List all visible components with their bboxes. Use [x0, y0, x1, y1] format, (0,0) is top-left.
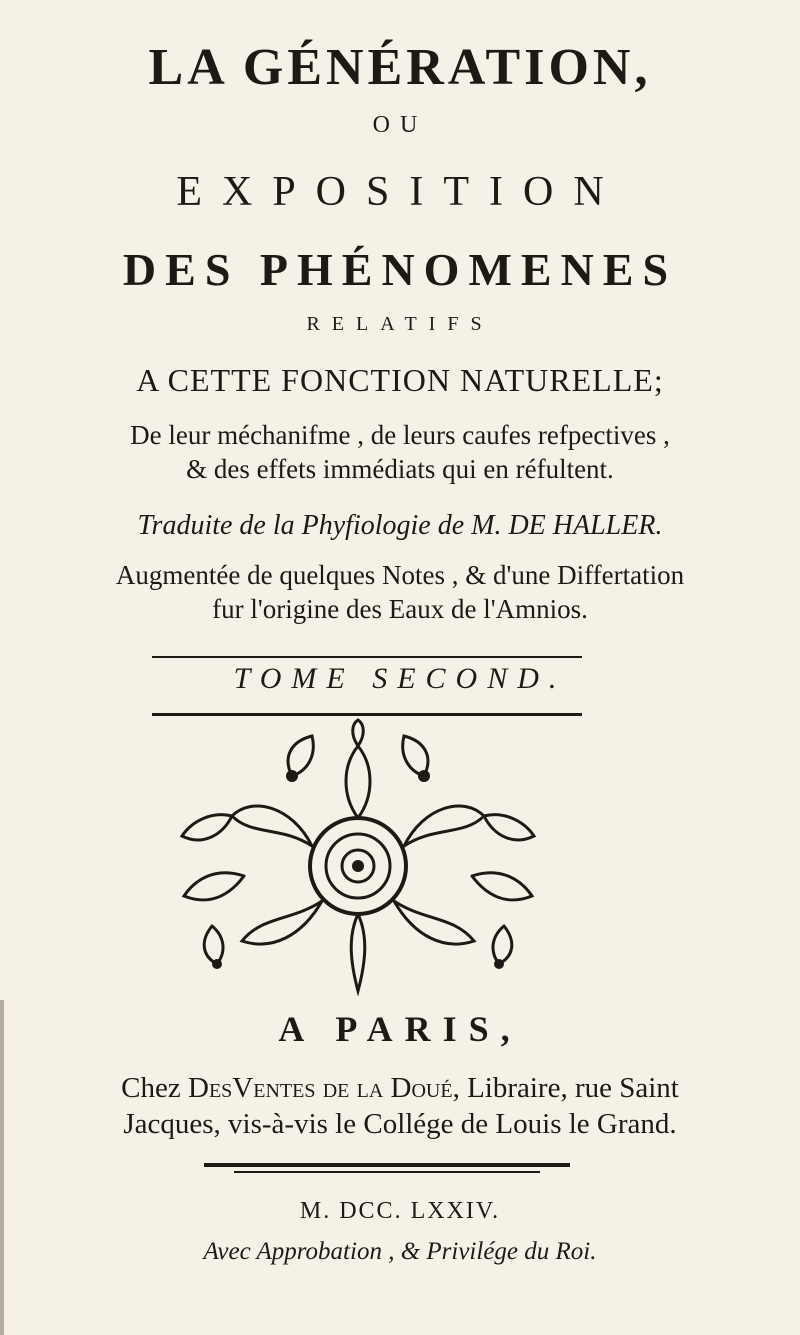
top-rule: [152, 656, 582, 658]
publisher-name: DesVentes de la Doué: [188, 1072, 453, 1104]
page-edge-shadow: [0, 1000, 4, 1335]
title-conjunction: OU: [372, 112, 428, 138]
city-label: A PARIS,: [278, 1009, 522, 1049]
floral-vignette-icon: [172, 716, 544, 996]
publisher-address: , Libraire, rue Saint: [452, 1072, 679, 1104]
book-title: LA GÉNÉRATION,: [148, 39, 652, 96]
publisher-line-1: [0, 1072, 800, 1105]
subtitle-exposition: EXPOSITION: [176, 169, 624, 215]
subtitle-fonction: A CETTE FONCTION NATURELLE;: [136, 362, 664, 398]
description-line-1: De leur méchanifme , de leurs caufes refpectives ,: [130, 420, 670, 450]
translation-credit: Traduite de la Phyfiologie de M. DE HALLER.: [137, 510, 663, 541]
publisher-line-2: Jacques, vis-à-vis le Collége de Louis le Grand.: [123, 1108, 677, 1140]
publication-date: M. DCC. LXXIV.: [299, 1198, 501, 1224]
volume-label: TOME SECOND.: [233, 662, 567, 695]
subtitle-relatifs: RELATIFS: [306, 313, 494, 335]
publisher-prefix: Chez: [121, 1072, 188, 1104]
augmented-line-1: Augmentée de quelques Notes , & d'une Differtation: [115, 560, 685, 590]
augmented-line-2: fur l'origine des Eaux de l'Amnios.: [212, 594, 588, 624]
description-line-2: & des effets immédiats qui en réfultent.: [186, 454, 614, 484]
subtitle-phenomenes: DES PHÉNOMENES: [122, 244, 678, 295]
royal-privilege: Avec Approbation , & Privilége du Roi.: [203, 1238, 597, 1265]
imprint-rule-thick: [204, 1163, 570, 1167]
imprint-rule-thin: [234, 1171, 540, 1173]
